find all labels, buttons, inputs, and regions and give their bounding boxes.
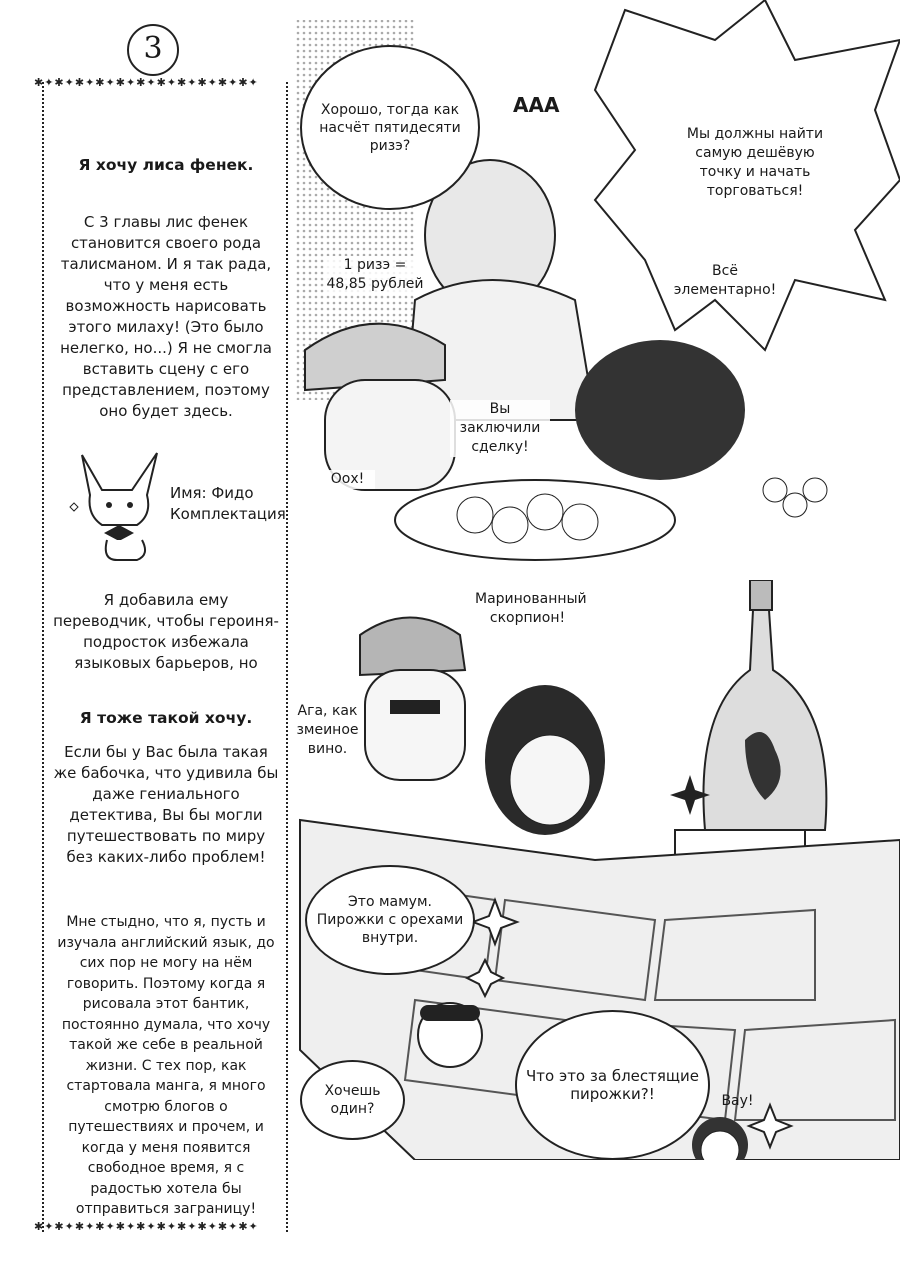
sidebar-border-top: ✱✦✱✦✱✦✱✦✱✦✱✦✱✦✱✦✱✦✱✦✱✦ (34, 76, 259, 89)
caption-snake-wine: Ага, как змеиное вино. (296, 703, 359, 757)
sidebar-paragraph-butterfly: Если бы у Вас была такая же бабочка, что удивила бы даже гениального детектива, Вы бы могли путешествовать по миру без каких-либо проблем! (53, 743, 279, 866)
speech-bubble-shiny-pastries: Что это за блестящие пирожки?! (515, 1010, 710, 1160)
sidebar-paragraph-intro: С 3 главы лис фенек становится своего рода талисманом. И я так рада, что у меня есть возможность нарисовать этого милаху! (Это было нелегко, но...) Я не смогла вставить сцену с его представлением, поэтому оно будет здесь. (60, 213, 272, 420)
sfx-aaa: ААА (513, 93, 560, 117)
panel-market-deal (295, 0, 900, 580)
sidebar-heading-want: Я тоже такой хочу. (79, 709, 253, 727)
caption-ooh: Оох! (320, 470, 375, 489)
sidebar-paragraph-english: Мне стыдно, что я, пусть и изучала английский язык, до сих пор не могу на нём говорить. Поэтому когда я рисовала этот бантик, постоянно думала, что хочу такой же себе в реальной жизни. С тех пор, как стартовала манга, я много смотрю блогов о путешествиях и прочем, и когда у меня появится свободное время, я с радостью хотела бы отправиться заграницу! (57, 914, 275, 1217)
fennec-fox-icon (62, 445, 172, 565)
caption-pickled-scorpion: Маринованный скорпион! (475, 591, 587, 626)
caption-deal: Вы заключили сделку! (450, 400, 550, 457)
fennec-caption: Имя: Фидо Комплектация (170, 484, 286, 523)
speech-bubble-want-one: Хочешь один? (300, 1060, 405, 1140)
speech-bubble-mamoul: Это мамум. Пирожки с орехами внутри. (305, 865, 475, 975)
caption-wow: Вау! (721, 1093, 754, 1109)
caption-find-cheapest: Мы должны найти самую дешёвую точку и начать торговаться! (686, 126, 824, 199)
scorpion-bottle-icon (703, 580, 826, 830)
sidebar-paragraph-translator: Я добавила ему переводчик, чтобы героиня-подросток избежала языковых барьеров, но (53, 591, 279, 672)
sidebar-border-bottom: ✱✦✱✦✱✦✱✦✱✦✱✦✱✦✱✦✱✦✱✦✱✦ (34, 1220, 259, 1233)
caption-elementary: Всё элементарно! (673, 263, 777, 298)
speech-bubble-vendor: Хорошо, тогда как насчёт пятидесяти ризэ? (300, 45, 480, 210)
caption-exchange-rate: 1 ризэ = 48,85 рублей (326, 257, 424, 292)
sidebar-heading-fennec: Я хочу лиса фенек. (78, 156, 254, 174)
panel-pastries (295, 580, 900, 1160)
page-number: 3 (127, 24, 179, 76)
